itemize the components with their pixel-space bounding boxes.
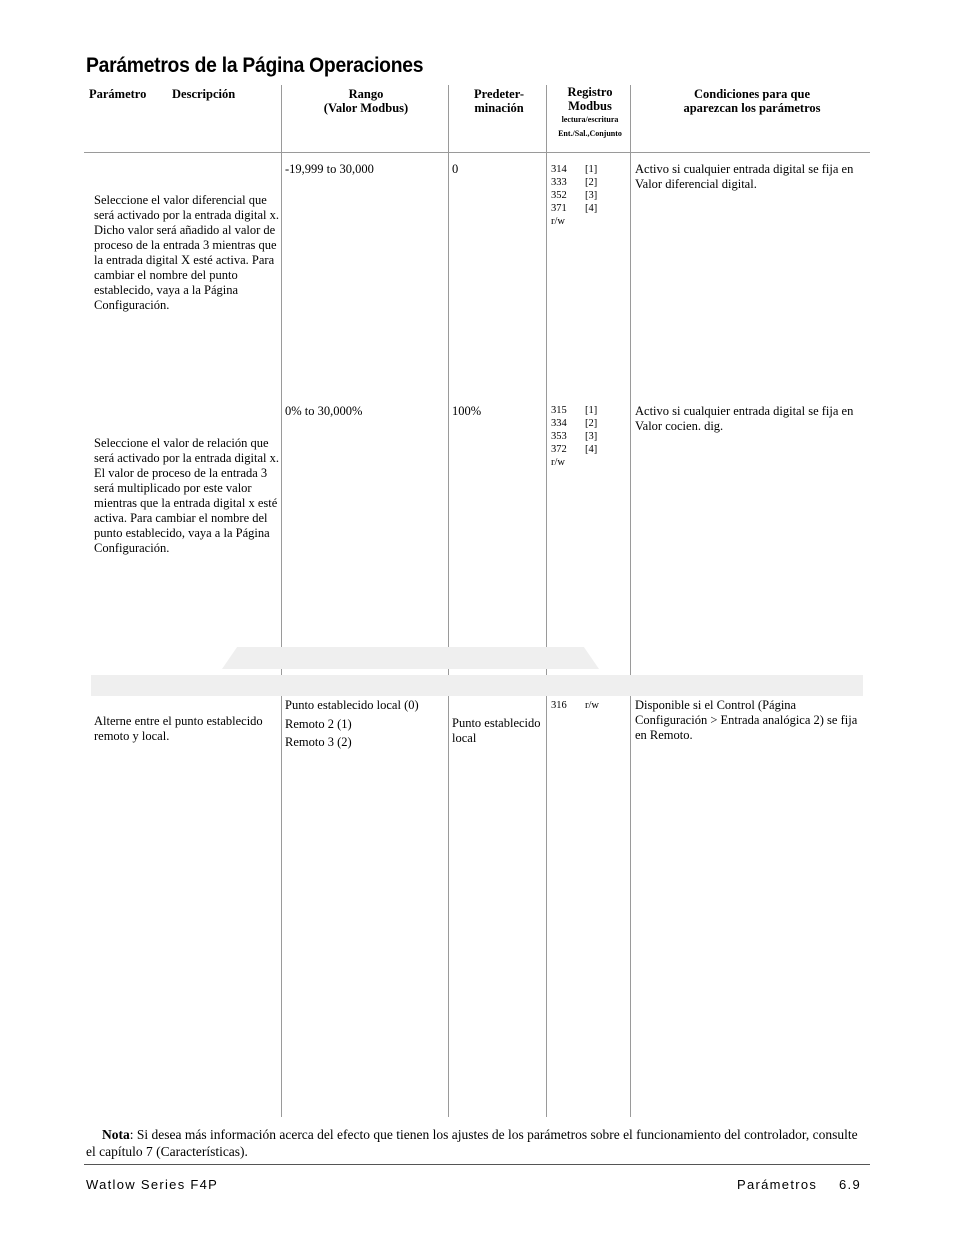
row3-description: Alterne entre el punto establecido remoto y local. [94,714,263,743]
row3-condition: Disponible si el Control (Página Configuración > Entrada analógica 2) se fija en Remoto. [635,698,858,742]
row1-range: -19,999 to 30,000 [285,162,374,176]
header-conditions: Condiciones para que aparezcan los parámetros [683,87,821,115]
register-row: 353 [3] [551,431,598,442]
register-access: r/w [551,457,565,468]
note-text: : Si desea más información acerca del efecto que tienen los ajustes de los parámetros sobre el funcionamiento del controlador, consulte el capítulo 7 (Características). [86,1127,858,1159]
note [86,1126,866,1160]
range-option: Punto establecido local (0) [285,698,419,712]
row3-default: Punto establecido local [452,716,541,745]
footer-divider [84,1164,870,1165]
header-param: Parámetro [89,87,147,101]
header-desc: Descripción [172,87,236,101]
register-row: 371 [4] [551,203,598,214]
column-divider [546,85,547,1117]
row2-default: 100% [452,404,482,418]
register-row: 372 [4] [551,444,598,455]
register-row: 334 [2] [551,418,598,429]
row2-condition: Activo si cualquier entrada digital se fija en Valor cocien. dig. [635,404,854,433]
footer-section: Parámetros [737,1177,818,1192]
column-divider [630,85,631,1117]
column-divider [281,85,282,1117]
register-row: 314 [1] [551,164,598,175]
row1-condition: Activo si cualquier entrada digital se fija en Valor diferencial digital. [635,162,854,191]
header-divider [84,152,870,153]
register-access: r/w [551,216,565,227]
note-label: Nota [102,1127,130,1142]
footer-product: Watlow Series F4P [86,1177,219,1192]
footer-page-number: 6.9 [839,1177,861,1192]
header-default: Predeter- minación [474,87,524,115]
section-band [91,675,863,696]
page-title: Parámetros de la Página Operaciones [86,54,424,77]
row1-description: Seleccione el valor diferencial que será activado por la entrada digital x. Dicho valor será añadido al valor de proceso de la entrada 3 mientras que la entrada digital X esté activa. Para cambiar el nombre del punto establecido, vaya a la Página Configuración. [94,193,279,312]
section-tab [222,647,599,669]
header-range: Rango (Valor Modbus) [323,87,409,115]
row3-range-options [285,698,419,754]
row2-range: 0% to 30,000% [285,404,363,418]
register-row: 352 [3] [551,190,598,201]
row2-registers [551,404,597,469]
column-divider [448,85,449,1117]
register-row: 316 r/w [551,700,599,711]
register-row: 333 [2] [551,177,598,188]
row1-registers [551,163,597,228]
register-row: 315 [1] [551,405,598,416]
header-register: Registro Modbus lectura/escritura Ent./Sal.,Conjunto [558,85,622,138]
range-option: Remoto 3 (2) [285,735,352,749]
row1-default: 0 [452,162,459,176]
row3-registers [551,699,599,712]
row2-description: Seleccione el valor de relación que será activado por la entrada digital x. El valor de proceso de la entrada 3 será multiplicado por este valor mientras que la entrada digital x esté activa. Para cambiar el nombre del punto establecido, vaya a la Página Configuración. [94,436,279,555]
range-option: Remoto 2 (1) [285,716,352,731]
